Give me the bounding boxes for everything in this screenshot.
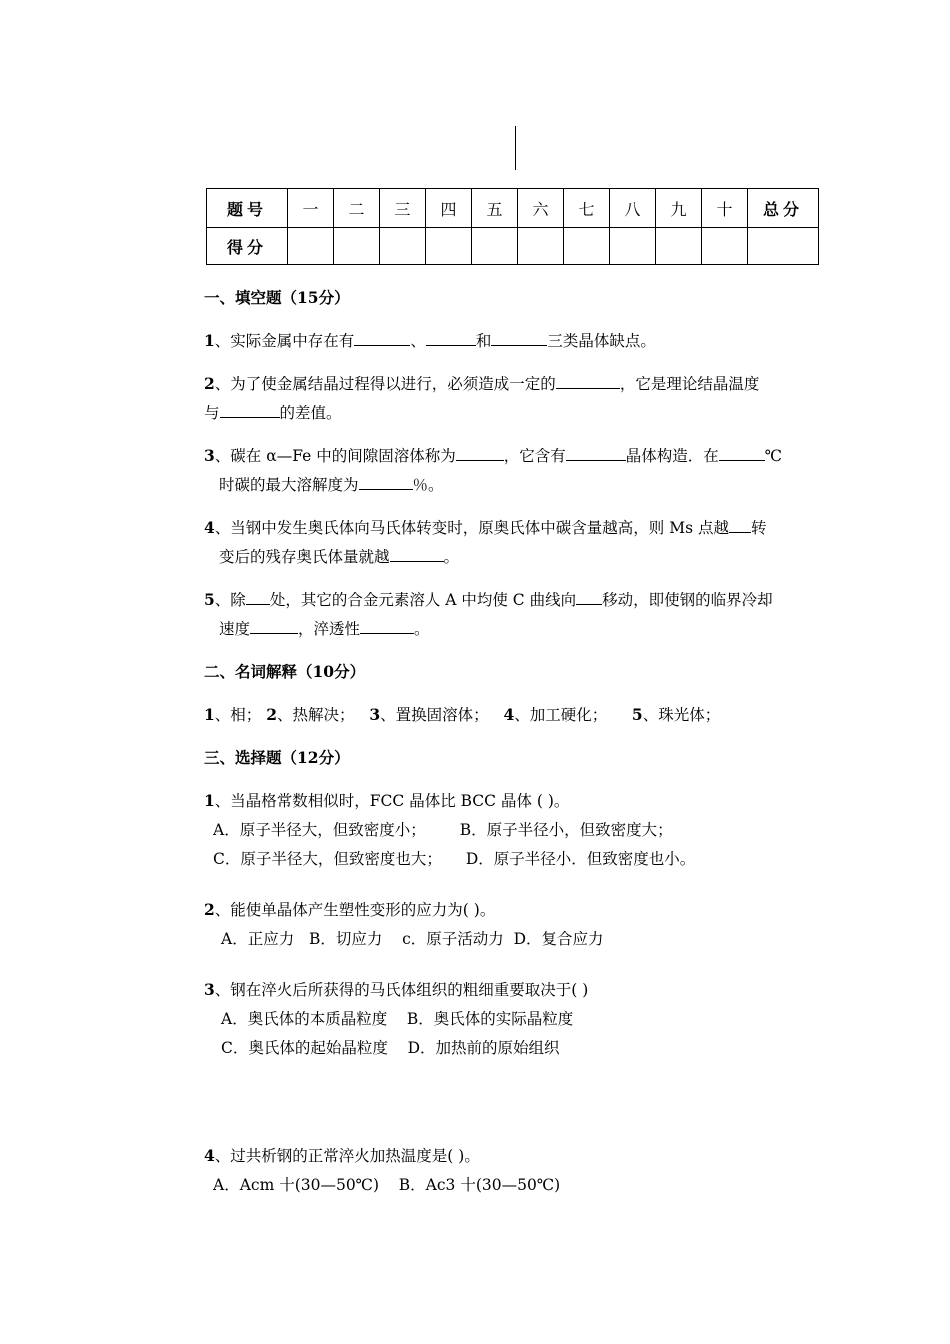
fill-blank[interactable] xyxy=(566,446,626,461)
term-text: 、加工硬化； xyxy=(514,706,608,724)
s3-q4-options[interactable]: A．Acm 十(30—50℃) B．Ac3 十(30—50℃) xyxy=(213,1176,561,1194)
question-stem: 、过共析钢的正常淬火加热温度是( )。 xyxy=(214,1147,480,1165)
question-text: 时碳的最大溶解度为 xyxy=(219,476,359,494)
s3-question-4 xyxy=(204,1146,480,1166)
fill-blank[interactable] xyxy=(426,331,476,346)
term-text: 、置换固溶体； xyxy=(380,706,489,724)
term-number: 5 xyxy=(631,705,643,724)
s3-q1-options-cd xyxy=(213,849,695,869)
score-cell[interactable] xyxy=(288,228,334,265)
term-text: 、热解决； xyxy=(277,706,355,724)
fill-blank[interactable] xyxy=(576,590,602,605)
question-number: 1 xyxy=(204,331,215,350)
question-text: ，淬透性 xyxy=(298,620,361,638)
option-a[interactable]: A．原子半径大，但致密度小； xyxy=(213,821,426,839)
score-cell[interactable] xyxy=(702,228,748,265)
question-text: 速度 xyxy=(219,620,251,638)
s3-question-1 xyxy=(204,791,569,811)
section1-title: 一、填空题（15分） xyxy=(204,288,350,307)
header-cell: 十 xyxy=(702,189,748,228)
question-text: 。 xyxy=(443,548,460,566)
question-text: 、实际金属中存在有 xyxy=(214,332,355,350)
header-cell: 九 xyxy=(656,189,702,228)
fill-blank[interactable] xyxy=(719,446,765,461)
header-cell: 三 xyxy=(380,189,426,228)
question-stem: 、当晶格常数相似时，FCC 晶体比 BCC 晶体 ( )。 xyxy=(214,792,570,810)
question-text: 、当钢中发生奥氏体向马氏体转变时，原奥氏体中碳含量越高，则 Ms 点越 xyxy=(214,519,729,537)
score-row-label: 得分 xyxy=(207,228,288,265)
s1-question-2 xyxy=(204,374,759,394)
header-cell: 四 xyxy=(426,189,472,228)
question-number: 3 xyxy=(204,980,215,999)
score-cell[interactable] xyxy=(656,228,702,265)
question-text: 、除 xyxy=(214,591,246,609)
option-d[interactable]: D．原子半径小．但致密度也小。 xyxy=(465,850,696,868)
s3-question-3 xyxy=(204,980,588,1000)
question-number: 1 xyxy=(204,791,215,810)
fill-blank[interactable] xyxy=(390,547,444,562)
s1-question-2-cont xyxy=(204,403,342,423)
header-cell-total: 总分 xyxy=(748,189,819,228)
question-text: ，它是理论结晶温度 xyxy=(619,375,760,393)
s1-question-3 xyxy=(204,446,782,466)
s3-q3-options-cd[interactable]: C．奥氏体的起始晶粒度 D．加热前的原始组织 xyxy=(221,1039,560,1057)
question-text: 三类晶体缺点。 xyxy=(547,332,656,350)
question-text: 、碳在 α—Fe 中的间隙固溶体称为 xyxy=(214,447,456,465)
header-cell: 二 xyxy=(334,189,380,228)
fill-blank[interactable] xyxy=(354,331,410,346)
fill-blank[interactable] xyxy=(250,619,298,634)
question-number: 5 xyxy=(204,590,215,609)
question-text: ℃ xyxy=(764,447,783,465)
header-cell-label: 题号 xyxy=(207,189,288,228)
question-number: 3 xyxy=(204,446,215,465)
question-text: ％。 xyxy=(412,476,444,494)
score-table-score-row xyxy=(207,228,819,265)
question-number: 2 xyxy=(204,900,215,919)
fill-blank[interactable] xyxy=(359,475,413,490)
s3-q1-options-ab xyxy=(213,820,673,840)
term-text: 、相； xyxy=(214,706,262,724)
term-number: 3 xyxy=(369,705,381,724)
s1-question-4 xyxy=(204,518,767,538)
option-b[interactable]: B．原子半径小，但致密度大； xyxy=(459,821,673,839)
question-text: 和 xyxy=(475,332,492,350)
section2-title: 二、名词解释（10分） xyxy=(204,662,366,681)
score-table xyxy=(206,188,819,265)
header-cell: 一 xyxy=(288,189,334,228)
question-text: 移动，即使钢的临界冷却 xyxy=(602,591,773,609)
header-cell: 六 xyxy=(518,189,564,228)
question-text: ，它含有 xyxy=(503,447,566,465)
section3-title: 三、选择题（12分） xyxy=(204,748,350,767)
s3-q2-options[interactable]: A．正应力 B．切应力 c．原子活动力 D．复合应力 xyxy=(221,930,604,948)
s1-question-5-cont xyxy=(219,619,430,639)
fill-blank[interactable] xyxy=(556,374,620,389)
term-number: 4 xyxy=(503,705,515,724)
fill-blank[interactable] xyxy=(729,518,751,533)
question-number: 4 xyxy=(204,1146,215,1165)
score-cell[interactable] xyxy=(334,228,380,265)
score-cell[interactable] xyxy=(610,228,656,265)
question-text: 的差值。 xyxy=(279,404,342,422)
header-cell: 八 xyxy=(610,189,656,228)
score-cell-total[interactable] xyxy=(748,228,819,265)
question-stem: 、钢在淬火后所获得的马氏体组织的粗细重要取决于( ) xyxy=(214,981,589,999)
question-text: 与 xyxy=(204,404,220,422)
term-number: 1 xyxy=(204,705,215,724)
question-text: 。 xyxy=(414,620,430,638)
question-text: 处，其它的合金元素溶人 A 中均使 C 曲线向 xyxy=(269,591,577,609)
fill-blank[interactable] xyxy=(456,446,504,461)
s2-terms-line xyxy=(204,705,720,725)
score-cell[interactable] xyxy=(518,228,564,265)
score-table-header-row xyxy=(207,189,819,228)
score-cell[interactable] xyxy=(426,228,472,265)
header-cell: 七 xyxy=(564,189,610,228)
score-cell[interactable] xyxy=(380,228,426,265)
term-number: 2 xyxy=(266,705,278,724)
question-stem: 、能使单晶体产生塑性变形的应力为( )。 xyxy=(214,901,496,919)
header-cell: 五 xyxy=(472,189,518,228)
fill-blank[interactable] xyxy=(491,331,547,346)
s1-question-4-cont xyxy=(219,547,459,567)
question-number: 2 xyxy=(204,374,215,393)
top-vertical-line xyxy=(515,126,516,170)
s3-q3-options-ab[interactable]: A．奥氏体的本质晶粒度 B．奥氏体的实际晶粒度 xyxy=(221,1010,574,1028)
score-cell[interactable] xyxy=(564,228,610,265)
s1-question-3-cont xyxy=(219,475,444,495)
fill-blank[interactable] xyxy=(360,619,414,634)
question-text: 晶体构造．在 xyxy=(625,447,719,465)
s1-question-5 xyxy=(204,590,773,610)
s3-question-2 xyxy=(204,900,495,920)
fill-blank[interactable] xyxy=(246,590,270,605)
question-text: 转 xyxy=(750,519,767,537)
question-text: 变后的残存奥氏体量就越 xyxy=(219,548,390,566)
fill-blank[interactable] xyxy=(220,403,280,418)
question-text: 、为了使金属结晶过程得以进行，必须造成一定的 xyxy=(214,375,556,393)
question-text: 、 xyxy=(410,332,426,350)
question-number: 4 xyxy=(204,518,215,537)
term-text: 、珠光体； xyxy=(642,706,721,724)
option-c[interactable]: C．原子半径大，但致密度也大； xyxy=(213,850,442,868)
s1-question-1 xyxy=(204,331,656,351)
score-cell[interactable] xyxy=(472,228,518,265)
